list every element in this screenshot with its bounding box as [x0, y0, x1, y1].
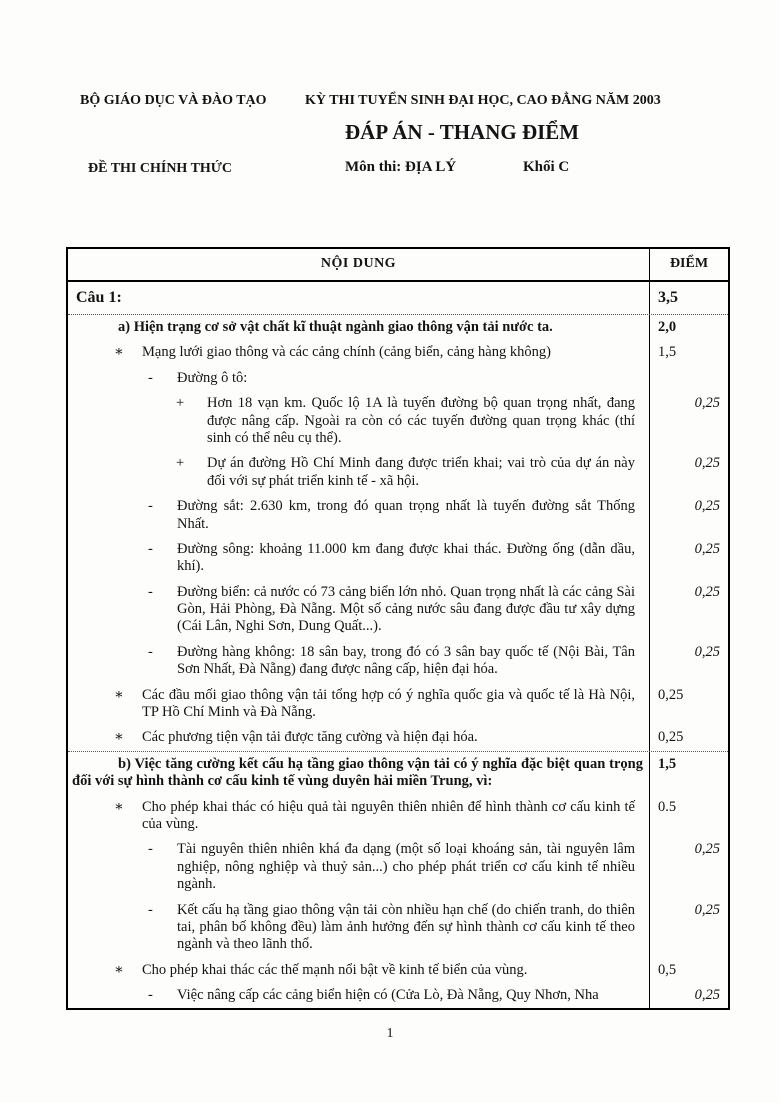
row-points-cell — [650, 366, 728, 391]
dash-bullet-icon: - — [148, 643, 153, 660]
row-text: Đường sắt: 2.630 km, trong đó quan trọng nhất là tuyến đường sắt Thống Nhất. — [177, 498, 635, 532]
row-text: Việc nâng cấp các cảng biển hiện có (Cửa Lò, Đà Nẵng, Quy Nhơn, Nha — [177, 987, 599, 1004]
row-points-cell: 1,5 — [658, 755, 677, 772]
row-content-cell — [68, 683, 650, 726]
header-row-3 — [0, 159, 780, 181]
row-content-cell — [68, 315, 650, 340]
row-content-cell — [68, 340, 650, 365]
row-content-cell — [68, 391, 650, 451]
row-content-cell — [68, 537, 650, 580]
block-label: Khối C — [523, 159, 570, 175]
subject-label: Môn thi: ĐỊA LÝ — [345, 159, 457, 175]
row-text: Các đầu mối giao thông vận tải tổng hợp có ý nghĩa quốc gia và quốc tế là Hà Nội, TP Hồ Chí Minh và Đà Nẵng. — [142, 686, 635, 721]
table-row — [68, 640, 728, 683]
row-points-cell: 2,0 — [658, 318, 677, 335]
table-row — [68, 898, 728, 958]
table-row — [68, 340, 728, 365]
row-text: Đường sông: khoảng 11.000 km đang được khai thác. Đường ống (dẫn dầu, khí). — [177, 540, 635, 575]
row-points-cell: 0,25 — [658, 729, 684, 746]
row-content-cell — [68, 983, 650, 1008]
row-text: Các phương tiện vận tải được tăng cường và hiện đại hóa. — [142, 729, 478, 746]
table-row — [68, 795, 728, 838]
row-points-cell: 0,25 — [658, 686, 684, 703]
row-points-cell: 0,25 — [694, 841, 720, 858]
row-content-cell — [68, 795, 650, 838]
row-points-cell: 0,25 — [694, 455, 720, 472]
answer-key-table — [66, 247, 730, 1010]
table-row — [68, 451, 728, 494]
exam-type-label: ĐỀ THI CHÍNH THỨC — [88, 161, 233, 176]
row-text: Câu 1: — [76, 288, 122, 306]
row-text: Dự án đường Hồ Chí Minh đang được triển khai; vai trò của dự án này đối với sự phát triển kinh tế - xã hội. — [207, 455, 635, 489]
row-content-cell — [68, 640, 650, 683]
points-column-header: ĐIỂM — [669, 256, 709, 271]
row-text: Cho phép khai thác các thế mạnh nổi bật về kinh tế biển của vùng. — [142, 961, 528, 978]
table-body — [68, 282, 728, 1009]
dash-bullet-icon: - — [148, 987, 153, 1004]
row-points-cell: 1,5 — [658, 344, 677, 361]
star-bullet-icon: ∗ — [114, 729, 124, 746]
dash-bullet-icon: - — [148, 369, 153, 386]
row-points-cell: 0,25 — [694, 395, 720, 412]
plus-bullet-icon: + — [176, 395, 185, 412]
row-text: Đường ô tô: — [177, 369, 248, 386]
dash-bullet-icon: - — [148, 841, 153, 858]
table-row — [68, 366, 728, 391]
star-bullet-icon: ∗ — [114, 961, 124, 978]
star-bullet-icon: ∗ — [114, 798, 124, 815]
header-row-1 — [0, 93, 780, 113]
star-bullet-icon: ∗ — [114, 344, 124, 361]
table-header-row — [68, 249, 728, 282]
row-points-cell: 0,25 — [694, 498, 720, 515]
row-content-cell — [68, 580, 650, 640]
row-content-cell — [68, 282, 650, 314]
table-row — [68, 282, 728, 315]
row-content-cell — [68, 898, 650, 958]
row-points-cell: 0,25 — [694, 987, 720, 1004]
row-text: Cho phép khai thác có hiệu quả tài nguyên thiên nhiên để hình thành cơ cấu kinh tế của vùng. — [142, 798, 635, 832]
page-number: 1 — [386, 1026, 394, 1041]
row-content-cell — [68, 494, 650, 537]
table-row — [68, 494, 728, 537]
table-row — [68, 751, 728, 795]
row-text: Tài nguyên thiên nhiên khá đa dạng (một số loại khoáng sản, tài nguyên lâm nghiệp, nông nghiệp và thuỷ sản...) cho phép phát triển cơ cấu kinh tế nhiều ngành. — [177, 841, 635, 893]
row-points-cell: 3,5 — [658, 288, 678, 306]
table-row — [68, 725, 728, 750]
page-title: ĐÁP ÁN - THANG ĐIỂM — [345, 120, 580, 144]
exam-name: KỲ THI TUYỂN SINH ĐẠI HỌC, CAO ĐẲNG NĂM 2003 — [305, 93, 661, 108]
table-row — [68, 391, 728, 451]
dash-bullet-icon: - — [148, 540, 153, 557]
row-points-cell: 0,25 — [694, 901, 720, 918]
row-text: Đường biển: cả nước có 73 cảng biển lớn nhỏ. Quan trọng nhất là các cảng Sài Gòn, Hải Phòng, Đà Nẵng. Một số cảng nước sâu đang được đầu tư xây dựng (Cái Lân, Nghi Sơn, Dung Quất...). — [177, 583, 635, 635]
table-row — [68, 315, 728, 340]
row-text: a) Hiện trạng cơ sở vật chất kĩ thuật ngành giao thông vận tải nước ta. — [118, 318, 553, 335]
row-content-cell — [68, 958, 650, 983]
row-text: b) Việc tăng cường kết cấu hạ tầng giao thông vận tải có ý nghĩa đặc biệt quan trọng đối với sự hình thành cơ cấu kinh tế vùng duyên hải miền Trung, vì: — [72, 755, 643, 790]
row-points-cell: 0,25 — [694, 540, 720, 557]
table-row — [68, 537, 728, 580]
row-points-cell: 0,5 — [658, 961, 677, 978]
row-text: Kết cấu hạ tầng giao thông vận tải còn nhiều hạn chế (do chiến tranh, do thiên tai, phân bố không đều) làm ảnh hưởng đến sự hình thành cơ cấu kinh tế theo ngành và theo lãnh thổ. — [177, 901, 635, 953]
row-content-cell — [68, 366, 650, 391]
table-row — [68, 683, 728, 726]
dash-bullet-icon: - — [148, 901, 153, 918]
star-bullet-icon: ∗ — [114, 686, 124, 703]
row-text: Mạng lưới giao thông và các cảng chính (cảng biển, cảng hàng không) — [142, 344, 551, 361]
row-content-cell — [68, 837, 650, 897]
row-content-cell — [68, 451, 650, 494]
row-content-cell — [68, 725, 650, 750]
row-content-cell — [68, 752, 650, 795]
table-row — [68, 983, 728, 1008]
dash-bullet-icon: - — [148, 498, 153, 515]
row-text: Hơn 18 vạn km. Quốc lộ 1A là tuyến đường bộ quan trọng nhất, đang được nâng cấp. Ngoài ra còn có các tuyến đường quan trọng khác (thí sinh có thể nêu cụ thể). — [207, 395, 635, 446]
dash-bullet-icon: - — [148, 583, 153, 600]
row-text: Đường hàng không: 18 sân bay, trong đó có 3 sân bay quốc tế (Nội Bài, Tân Sơn Nhất, Đà Nẵng) đang được nâng cấp, hiện đại hóa. — [177, 643, 635, 678]
ministry-name: BỘ GIÁO DỤC VÀ ĐÀO TẠO — [80, 93, 267, 108]
table-row — [68, 958, 728, 983]
plus-bullet-icon: + — [176, 455, 185, 472]
table-row — [68, 580, 728, 640]
row-points-cell: 0.5 — [658, 798, 677, 815]
content-column-header: NỘI DUNG — [68, 249, 650, 280]
row-points-cell: 0,25 — [694, 583, 720, 600]
row-points-cell: 0,25 — [694, 643, 720, 660]
table-row — [68, 837, 728, 897]
